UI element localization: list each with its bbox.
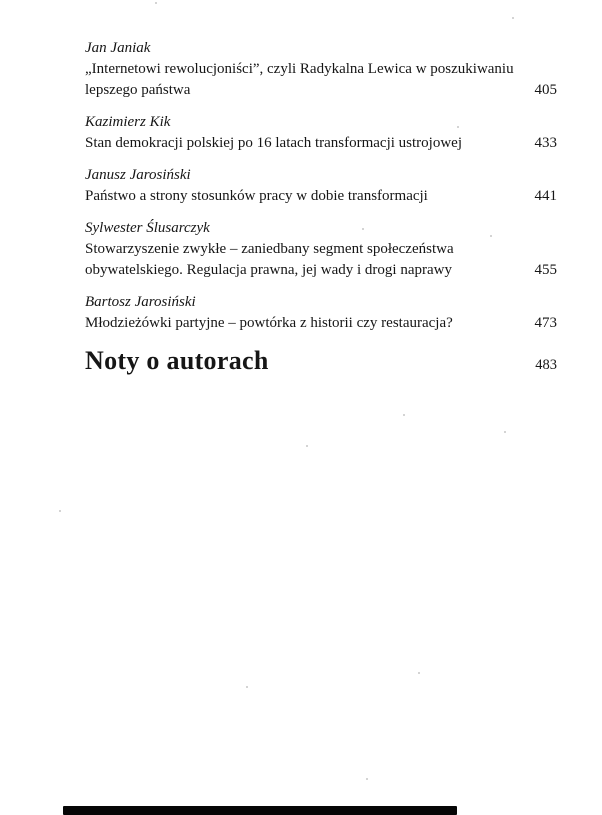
author-name: Bartosz Jarosiński: [85, 294, 196, 310]
scan-speck: [59, 510, 61, 512]
title-line: [85, 313, 557, 334]
author-name: Janusz Jarosiński: [85, 167, 191, 183]
title-text: Młodzieżówki partyjne – powtórka z historii czy restauracja?: [85, 315, 453, 331]
scan-speck: [366, 778, 368, 780]
toc-entry: [85, 292, 557, 334]
title-text: Stan demokracji polskiej po 16 latach transformacji ustrojowej: [85, 135, 462, 151]
title-line: [85, 239, 557, 260]
author-name: Sylwester Ślusarczyk: [85, 220, 210, 236]
title-text: „Internetowi rewolucjoniści”, czyli Radykalna Lewica w poszukiwaniu: [85, 61, 514, 77]
scan-artifact-bar: [63, 806, 457, 815]
toc-entry: [85, 218, 557, 281]
scan-speck: [457, 126, 459, 128]
page-number: 441: [534, 188, 557, 204]
section-heading-row: [85, 345, 557, 377]
toc-column: [85, 38, 557, 377]
toc-entry-list: [85, 38, 557, 334]
title-text: Stowarzyszenie zwykłe – zaniedbany segment społeczeństwa: [85, 241, 454, 257]
scan-speck: [504, 431, 506, 433]
title-line: [85, 260, 557, 281]
title-line: [85, 186, 557, 207]
page-number: 455: [534, 262, 557, 278]
scan-speck: [155, 2, 157, 4]
scan-speck: [512, 17, 514, 19]
author-name: Kazimierz Kik: [85, 114, 171, 130]
scan-speck: [306, 445, 308, 447]
toc-entry: [85, 38, 557, 101]
toc-entry: [85, 165, 557, 207]
title-text: lepszego państwa: [85, 82, 191, 98]
page-number: 473: [534, 315, 557, 331]
title-text: obywatelskiego. Regulacja prawna, jej wady i drogi naprawy: [85, 262, 452, 278]
page-number: 405: [534, 82, 557, 98]
section-heading: Noty o autorach: [85, 346, 269, 375]
scan-speck: [418, 672, 420, 674]
scan-speck: [362, 228, 364, 230]
page-number: 433: [534, 135, 557, 151]
toc-entry: [85, 112, 557, 154]
section-page-number: 483: [535, 357, 557, 373]
title-line: [85, 59, 557, 80]
scan-speck: [403, 414, 405, 416]
title-line: [85, 80, 557, 101]
author-name: Jan Janiak: [85, 40, 151, 56]
title-line: [85, 133, 557, 154]
scan-speck: [246, 686, 248, 688]
scan-speck: [490, 235, 492, 237]
title-text: Państwo a strony stosunków pracy w dobie transformacji: [85, 188, 428, 204]
